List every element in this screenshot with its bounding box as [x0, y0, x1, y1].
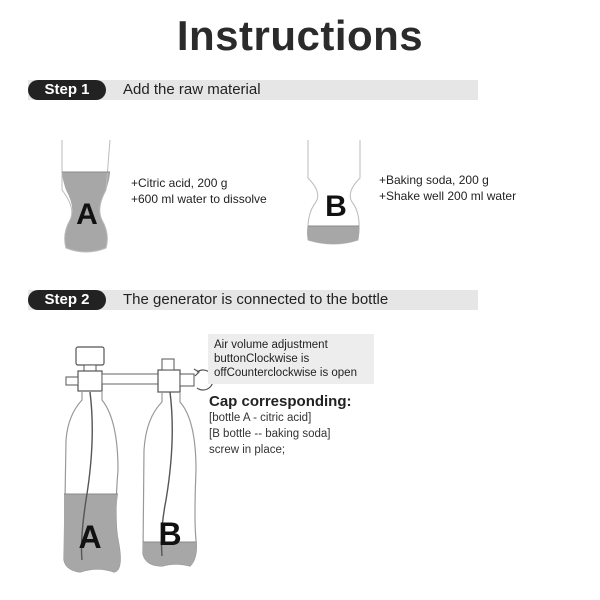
callout-line: Air volume adjustment [214, 339, 328, 351]
step2-bar [28, 290, 478, 310]
page-title: Instructions [176, 12, 424, 59]
callout-line: buttonClockwise is [214, 353, 310, 365]
step1-description: Add the raw material [123, 81, 261, 98]
step2-badge: Step 2 [28, 290, 106, 310]
step2-description: The generator is connected to the bottle [123, 291, 389, 308]
callout-line: offCounterclockwise is open [214, 367, 357, 379]
step2-bottle-b [143, 392, 196, 566]
step1-bottle-a-label: A [76, 198, 98, 231]
air-volume-callout [208, 334, 374, 384]
step2-bottle-a-label: A [78, 519, 102, 555]
step2-bottle-b-label: B [158, 516, 182, 552]
cap-line: screw in place; [209, 444, 286, 456]
generator-assembly [66, 347, 213, 392]
step2-bottle-a [64, 391, 120, 572]
cap-title: Cap corresponding: [209, 393, 352, 410]
step1-badge: Step 1 [28, 80, 106, 100]
step1-bottle-b [307, 140, 360, 244]
step1-bottle-a-note-2: +600 ml water to dissolve [131, 192, 267, 206]
cap-line: [B bottle -- baking soda] [209, 428, 331, 440]
step1-bottle-a [62, 140, 110, 252]
step1-bottle-b-note-2: +Shake well 200 ml water [379, 189, 517, 203]
cap-line: [bottle A - citric acid] [209, 412, 312, 424]
step1-bottle-b-note-1: +Baking soda, 200 g [379, 173, 489, 187]
step1-bottle-b-label: B [325, 190, 347, 223]
step1-bottle-a-note-1: +Citric acid, 200 g [131, 176, 228, 190]
